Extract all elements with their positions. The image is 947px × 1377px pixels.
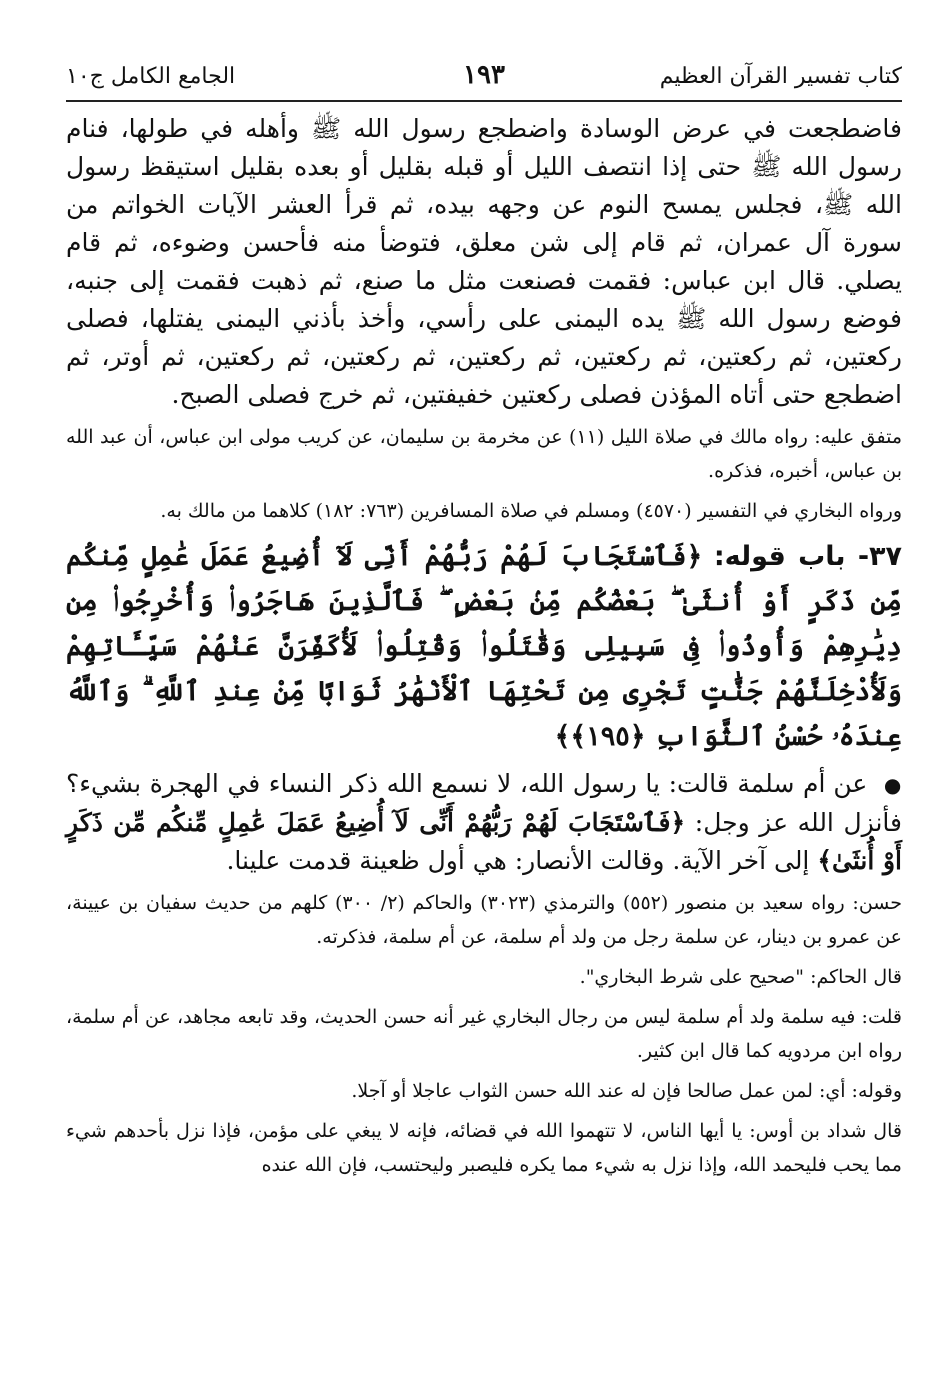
hadith-paragraph: فاضطجعت في عرض الوسادة واضطجع رسول الله ﷺ وأهله في طولها، فنام رسول الله ﷺ حتى إذا انتصف الليل أو قبله بقليل أو بعده بقليل استيقظ رسول الله ﷺ، فجلس يمسح النوم عن وجهه بيده، ثم قرأ العشر الآيات الخواتم من سورة آل عمران، ثم قام إلى شن معلق، فتوضأ منه فأحسن وضوءه، ثم قام يصلي. قال ابن عباس: فقمت فصنعت مثل ما صنع، ثم ذهبت فقمت إلى جنبه، فوضع رسول الله ﷺ يده اليمنى على رأسي، وأخذ بأذني اليمنى يفتلها، فصلى ركعتين، ثم ركعتين، ثم ركعتين، ثم ركعتين، ثم ركعتين، ثم ركعتين، ثم أوتر، ثم اضطجع حتى أتاه المؤذن فصلى ركعتين خفيفتين، ثم خرج فصلى الصبح.: [66, 114, 902, 409]
chapter-label: ٣٧- باب قوله:: [713, 541, 902, 572]
hadith-text: عن أم سلمة قالت: يا رسول الله، لا نسمع الله ذكر النساء في الهجرة بشيء؟ فأنزل الله عز وجل:: [66, 769, 902, 837]
quran-verse: ﴿فَٱسْتَجَابَ لَهُمْ رَبُّهُمْ أَنِّى لَآ أُضِيعُ عَمَلَ عَٰمِلٍ مِّنكُم مِّن ذَكَرٍ أَوْ أُنثَىٰ﴾: [66, 808, 902, 875]
book-page: [66, 56, 902, 1182]
commentary-note: وقوله: أي: لمن عمل صالحا فإن له عند الله حسن الثواب عاجلا أو آجلا.: [351, 1080, 902, 1102]
takhrij-note: حسن: رواه سعيد بن منصور (٥٥٢) والترمذي (٣٠٢٣) والحاكم (٢/ ٣٠٠) كلهم من حديث سفيان بن عيينة، عن عمرو بن دينار، عن سلمة رجل من ولد أم سلمة، عن أم سلمة، فذكرته.: [66, 892, 902, 948]
takhrij-note: متفق عليه: رواه مالك في صلاة الليل (١١) عن مخرمة بن سليمان، عن كريب مولى ابن عباس، أن عبد الله بن عباس، أخبره، فذكره.: [66, 426, 902, 482]
chapter-heading: [66, 534, 902, 759]
book-title: كتاب تفسير القرآن العظيم: [659, 64, 902, 89]
takhrij-note: ورواه البخاري في التفسير (٤٥٧٠) ومسلم في صلاة المسافرين (٧٦٣: ١٨٢) كلاهما من مالك به.: [160, 500, 902, 522]
running-header: [66, 56, 902, 102]
commentary-note: قال شداد بن أوس: يا أيها الناس، لا تتهموا الله في قضائه، فإنه لا يبغي على مؤمن، فإذا نزل بأحدهم شيء مما يحب فليحمد الله، وإذا نزل به شيء مما يكره فليصبر وليحتسب، فإن الله عنده: [66, 1120, 902, 1176]
hadith-text: إلى آخر الآية. وقالت الأنصار: هي أول ظعينة قدمت علينا.: [226, 846, 810, 875]
takhrij-note: قلت: فيه سلمة ولد أم سلمة ليس من رجال البخاري غير أنه حسن الحديث، وقد تابعه مجاهد، عن أم سلمة، رواه ابن مردويه كما قال ابن كثير.: [66, 1006, 902, 1062]
quran-verse: ﴿فَٱسْتَجَابَ لَهُمْ رَبُّهُمْ أَنِّى لَآ أُضِيعُ عَمَلَ عَٰمِلٍ مِّنكُم مِّن ذَكَرٍ أَوْ أُنثَىٰ ۖ بَعْضُكُم مِّنۢ بَعْضٍ ۖ فَٱلَّذِينَ هَاجَرُوا۟ وَأُخْرِجُوا۟ مِن دِيَٰرِهِمْ وَأُوذُوا۟ فِى سَبِيلِى وَقَٰتَلُوا۟ وَقُتِلُوا۟ لَأُكَفِّرَنَّ عَنْهُمْ سَيِّـَٔاتِهِمْ وَلَأُدْخِلَنَّهُمْ جَنَّٰتٍ تَجْرِى مِن تَحْتِهَا ٱلْأَنْهَٰرُ ثَوَابًا مِّنْ عِندِ ٱللَّهِ ۗ وَٱللَّهُ عِندَهُۥ حُسْنُ ٱلثَّوَابِ ﴿١٩٥﴾﴾: [66, 541, 902, 752]
hadith-paragraph: [66, 765, 902, 880]
bullet-icon: ●: [883, 773, 902, 797]
takhrij-note: قال الحاكم: "صحيح على شرط البخاري".: [579, 966, 902, 988]
volume-label: الجامع الكامل ج١٠: [66, 64, 236, 89]
page-number: ١٩٣: [463, 60, 505, 90]
